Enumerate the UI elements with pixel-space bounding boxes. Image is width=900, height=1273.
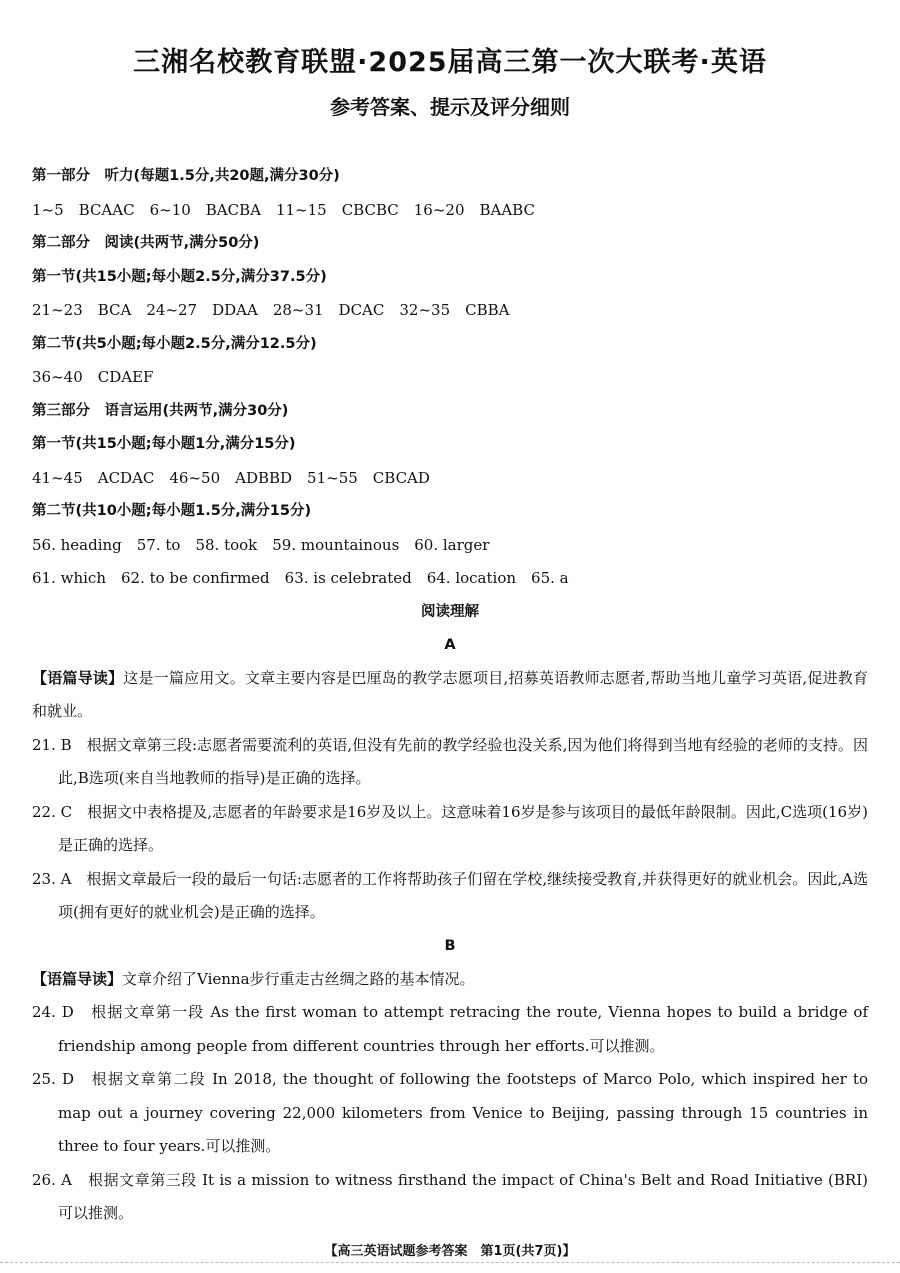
intro-text: 这是一篇应用文。文章主要内容是巴厘岛的教学志愿项目,招募英语教师志愿者,帮助当地儿童学习英语,促进教育和就业。 — [32, 668, 868, 720]
answer-line: 41~45 ACDAC 46~50 ADBBD 51~55 CBCAD — [32, 468, 430, 487]
answer-line: 第二节(共10小题;每小题1.5分,满分15分) — [32, 503, 312, 519]
answer-line: 第三部分 语言运用(共两节,满分30分) — [32, 402, 289, 419]
intro-tag: 【语篇导读】 — [32, 668, 124, 687]
answer-line: 21~23 BCA 24~27 DDAA 28~31 DCAC 32~35 CBBA — [32, 301, 510, 319]
intro-tag: 【语篇导读】 — [32, 969, 123, 988]
page-footer: 【高三英语试题参考答案 第1页(共7页)】 — [324, 1244, 576, 1259]
answer-line: 56. heading 57. to 58. took 59. mountainous 60. larger — [32, 535, 490, 554]
reading-heading: 阅读理解 — [421, 603, 479, 620]
page-subtitle: 参考答案、提示及评分细则 — [330, 95, 570, 119]
explanation-23: 23. A 根据文章最后一段的最后一句话:志愿者的工作将帮助孩子们留在学校,继续接受教育,并获得更好的就业机会。因此,A选项(拥有更好的就业机会)是正确的选择。 — [32, 869, 868, 921]
page-title: 三湘名校教育联盟·2025届高三第一次大联考·英语 — [133, 47, 767, 78]
intro-text: 文章介绍了Vienna步行重走古丝绸之路的基本情况。 — [122, 969, 475, 988]
section-b-intro — [32, 963, 868, 997]
section-a-intro — [32, 662, 868, 729]
explanation-22: 22. C 根据文中表格提及,志愿者的年龄要求是16岁及以上。这意味着16岁是参与该项目的最低年龄限制。因此,C选项(16岁)是正确的选择。 — [32, 802, 868, 854]
explanation-21: 21. B 根据文章第三段:志愿者需要流利的英语,但没有先前的教学经验也没关系,因为他们将得到当地有经验的老师的支持。因此,B选项(来自当地教师的指导)是正确的选择。 — [32, 735, 868, 787]
section-b-label: B — [444, 937, 456, 954]
answer-line: 第一节(共15小题;每小题1分,满分15分) — [32, 436, 296, 452]
answer-line: 第二节(共5小题;每小题2.5分,满分12.5分) — [32, 335, 317, 352]
answer-line: 第一部分 听力(每题1.5分,共20题,满分30分) — [32, 168, 340, 184]
answer-line: 61. which 62. to be confirmed 63. is celebrated 64. location 65. a — [32, 569, 569, 587]
section-a-label: A — [444, 636, 456, 653]
explanation-25: 25. D 根据文章第二段 In 2018, the thought of following the footsteps of Marco Polo, which inspired her to map out a journey covering 22,000 kilometers from Venice to Beijing, passing through 15 countries in three to four years.可以推测。 — [32, 1070, 868, 1155]
answer-line: 36~40 CDAEF — [32, 368, 154, 386]
explanation-26: 26. A 根据文章第三段 It is a mission to witness firsthand the impact of China's Belt and Road Initiative (BRI) 可以推测。 — [32, 1170, 868, 1222]
answer-line: 第一节(共15小题;每小题2.5分,满分37.5分) — [32, 268, 327, 285]
explanation-24: 24. D 根据文章第一段 As the first woman to attempt retracing the route, Vienna hopes to build a bridge of friendship among people from different countries through her efforts.可以推测。 — [32, 1003, 868, 1055]
footer-divider — [0, 1262, 900, 1263]
answer-line: 1~5 BCAAC 6~10 BACBA 11~15 CBCBC 16~20 BAABC — [32, 200, 535, 219]
answer-line: 第二部分 阅读(共两节,满分50分) — [32, 235, 260, 251]
answer-key — [32, 160, 868, 596]
